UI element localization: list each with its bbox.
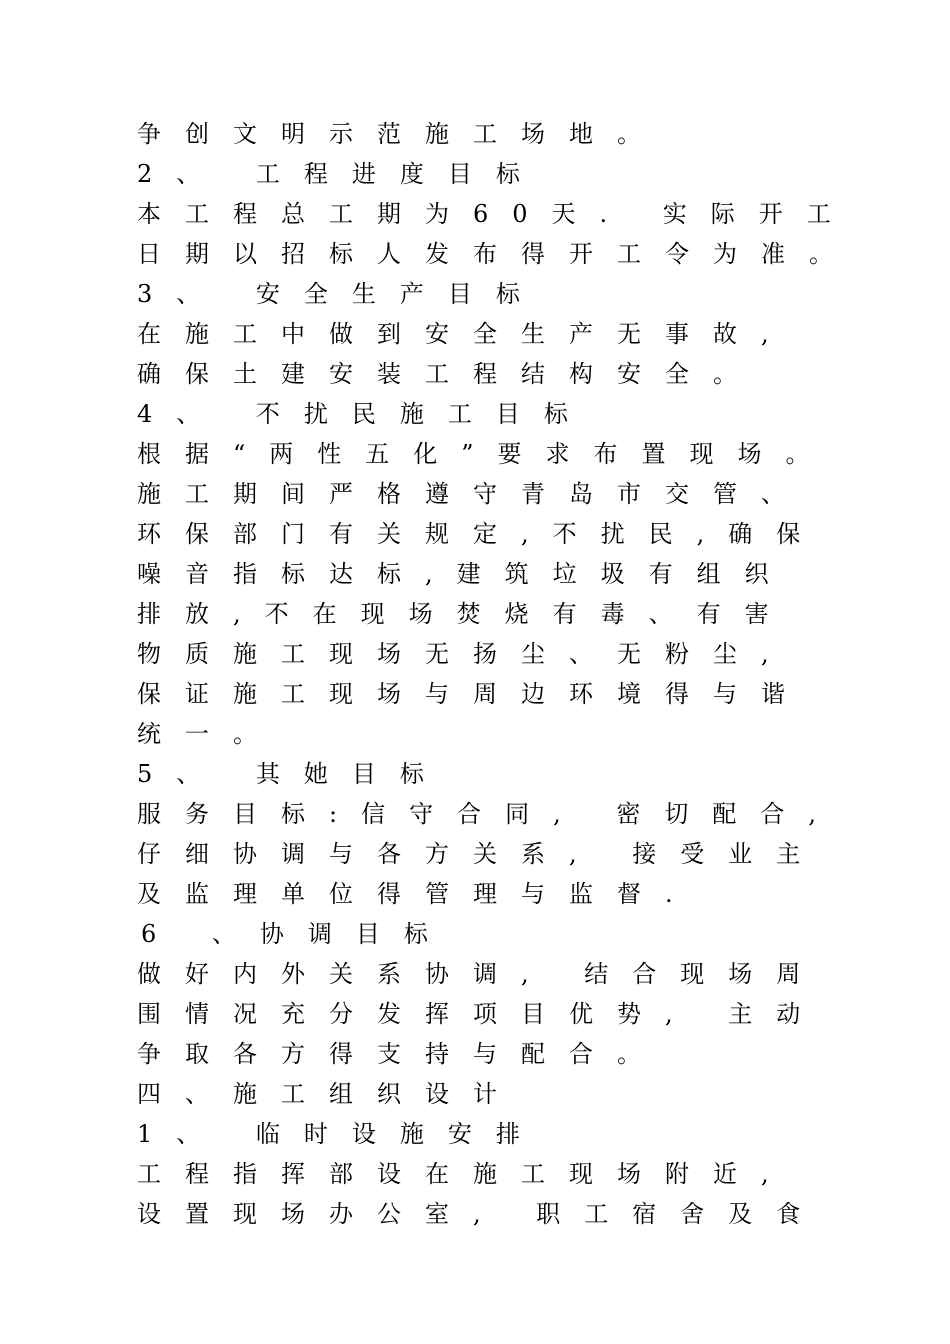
text-line: 设置现场办公室, 职工宿舍及食 — [137, 1200, 825, 1228]
text-line: 根据“两性五化”要求布置现场。 — [137, 440, 834, 468]
text-line: 保证施工现场与周边环境得与谐 — [137, 680, 809, 708]
text-line: 本工程总工期为60天. 实际开工 — [137, 200, 855, 228]
text-line: 日期以招标人发布得开工令为准。 — [137, 240, 857, 268]
section-heading: 6 、协调目标 — [141, 920, 452, 948]
text-line: 争创文明示范施工场地。 — [137, 120, 665, 148]
section-heading: 3、 安全生产目标 — [137, 280, 544, 308]
text-line: 及监理单位得管理与监督. — [137, 880, 697, 908]
text-line: 物质施工现场无扬尘、无粉尘, — [137, 640, 793, 668]
text-line: 噪音指标达标,建筑垃圾有组织 — [137, 560, 793, 588]
text-line: 环保部门有关规定,不扰民,确保 — [137, 520, 825, 548]
text-line: 工程指挥部设在施工现场附近, — [137, 1160, 793, 1188]
text-line: 服务目标:信守合同, 密切配合, — [137, 800, 840, 828]
text-line: 确保土建安装工程结构安全。 — [137, 360, 761, 388]
section-heading: 4、 不扰民施工目标 — [137, 400, 592, 428]
text-line: 围情况充分发挥项目优势, 主动 — [137, 1000, 825, 1028]
text-line: 做好内外关系协调, 结合现场周 — [137, 960, 825, 988]
section-heading: 1、 临时设施安排 — [137, 1120, 544, 1148]
section-heading: 2、 工程进度目标 — [137, 160, 544, 188]
document-body — [137, 114, 857, 1234]
text-line: 在施工中做到安全生产无事故, — [137, 320, 793, 348]
text-line: 排放,不在现场焚烧有毒、有害 — [137, 600, 793, 628]
section-heading: 5、 其她目标 — [137, 760, 448, 788]
text-line: 仔细协调与各方关系, 接受业主 — [137, 840, 825, 868]
text-line: 施工期间严格遵守青岛市交管、 — [137, 480, 809, 508]
chapter-heading: 四、施工组织设计 — [137, 1080, 521, 1108]
text-line: 统一。 — [137, 720, 281, 748]
text-line: 争取各方得支持与配合。 — [137, 1040, 665, 1068]
